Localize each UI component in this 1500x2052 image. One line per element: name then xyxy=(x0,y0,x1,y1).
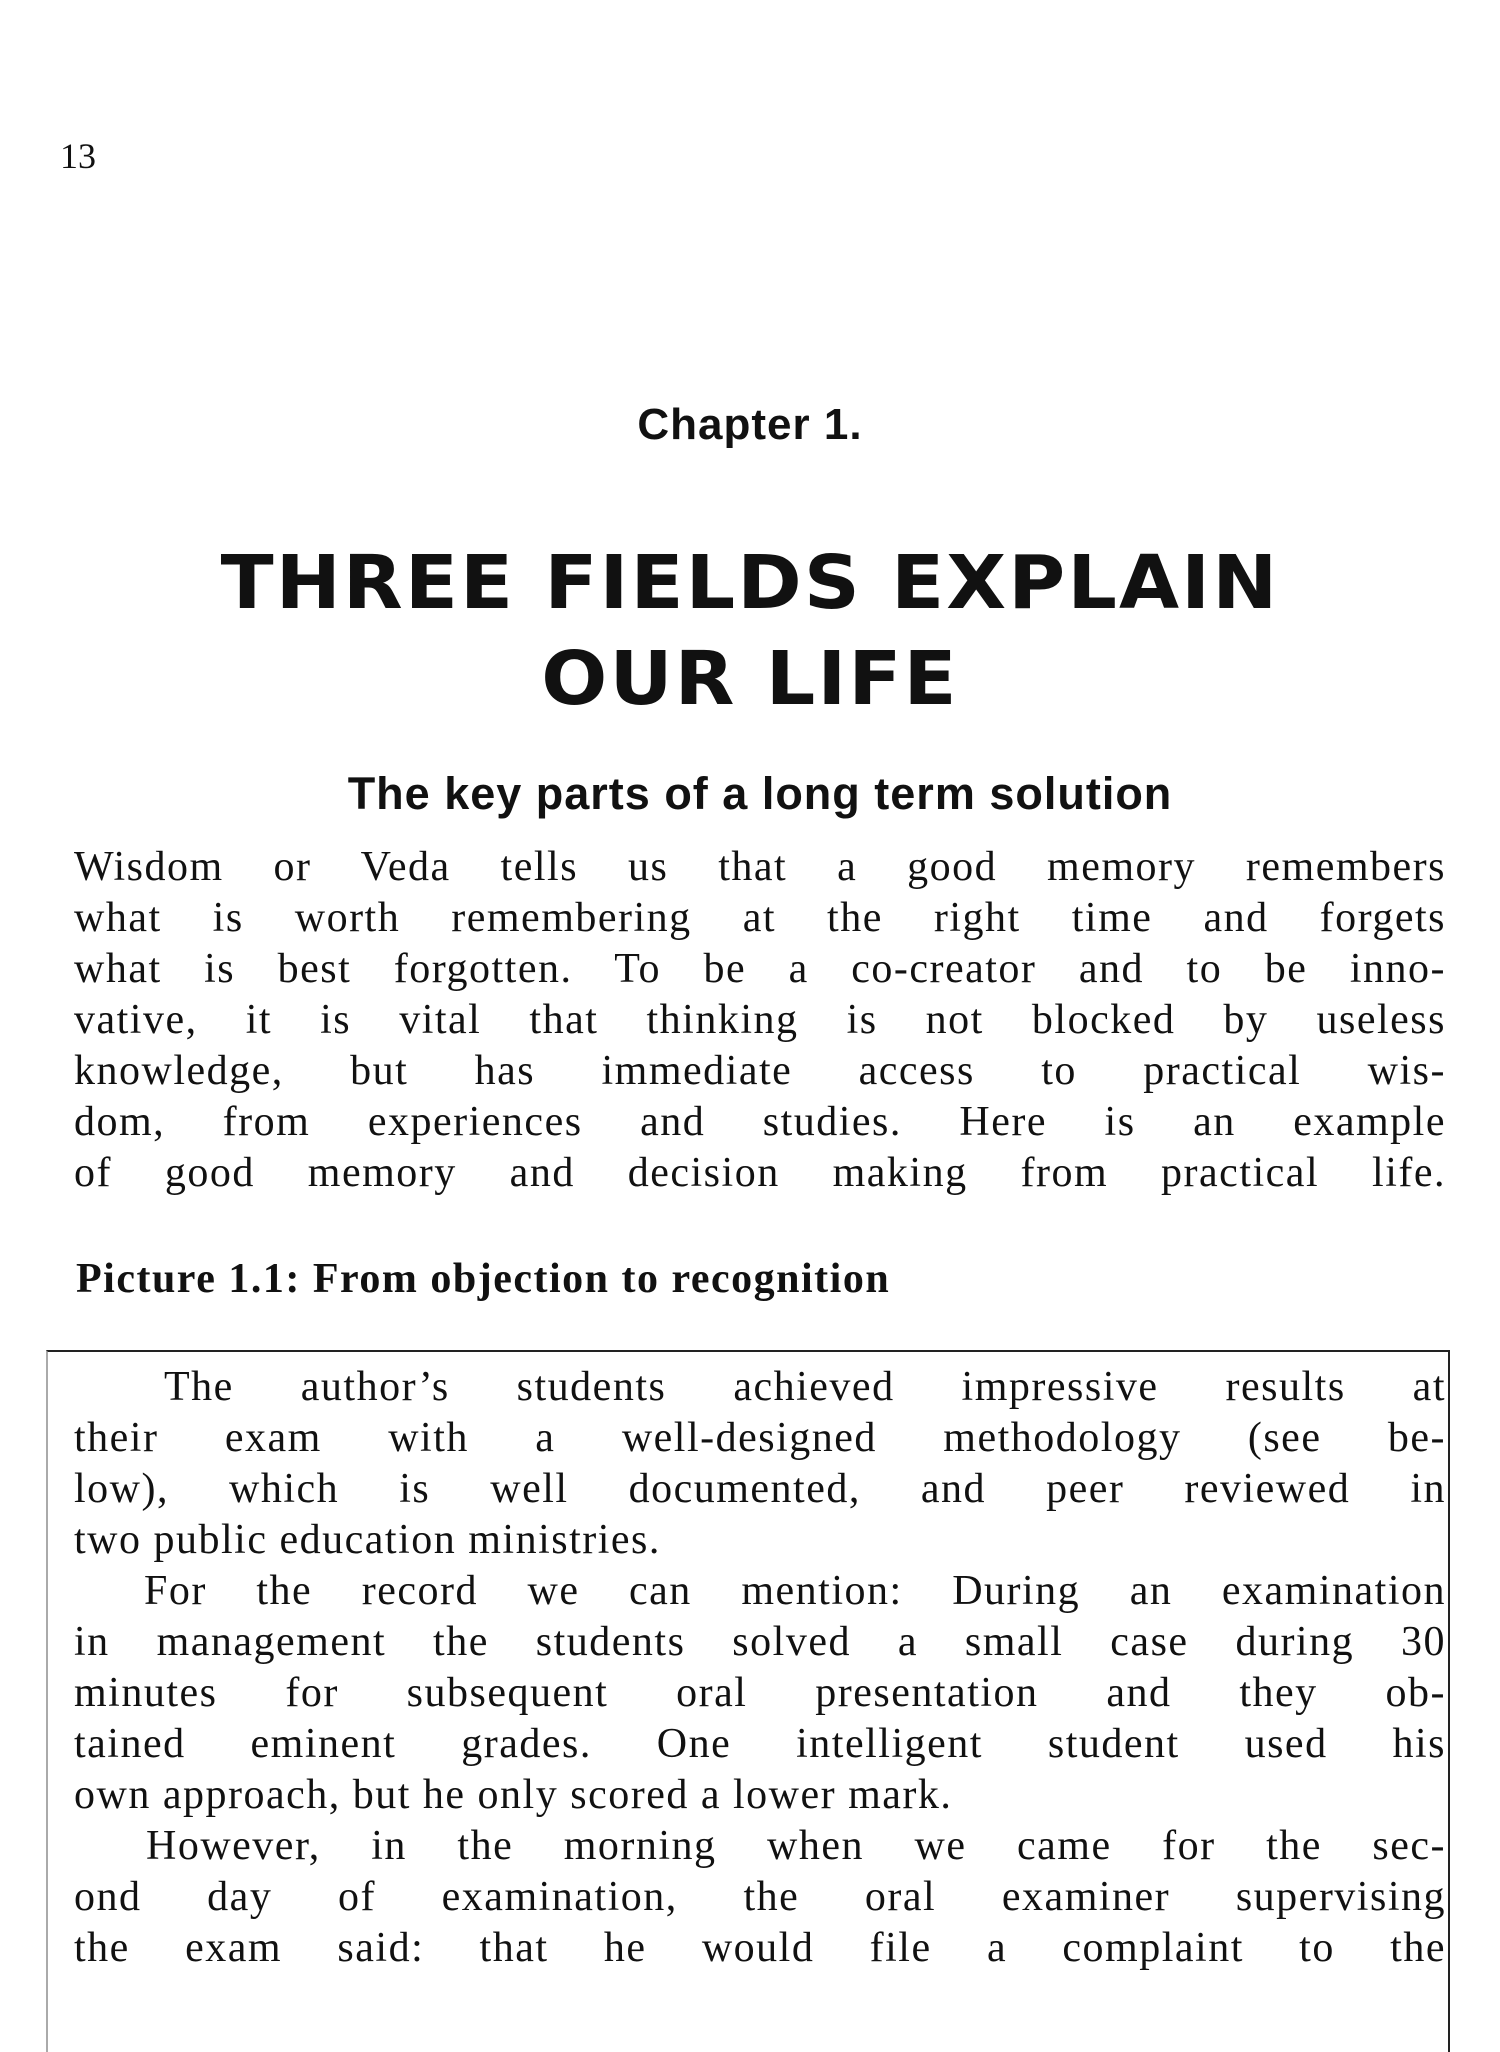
text-line: The author’s students achieved impressive results at xyxy=(164,1364,1446,1410)
text-line: For the record we can mention: During an examination xyxy=(144,1568,1446,1614)
text-line: Wisdom or Veda tells us that a good memory remembers xyxy=(74,844,1446,890)
text-line: However, in the morning when we came for the sec- xyxy=(146,1823,1446,1869)
chapter-label: Chapter 1. xyxy=(637,400,863,449)
text-line: minutes for subsequent oral presentation and they ob- xyxy=(74,1670,1446,1716)
section-subtitle: The key parts of a long term solution xyxy=(347,768,1173,819)
text-line: what is best forgotten. To be a co-creator and to be inno- xyxy=(74,946,1446,992)
picture-caption: Picture 1.1: From objection to recognition xyxy=(76,1256,891,1302)
text-line: dom, from experiences and studies. Here is an example xyxy=(74,1099,1446,1145)
intro-paragraph xyxy=(74,842,1446,1199)
text-line: vative, it is vital that thinking is not blocked by useless xyxy=(74,997,1446,1043)
text-line: two public education ministries. xyxy=(74,1517,661,1563)
text-line: of good memory and decision making from practical life. xyxy=(74,1150,1446,1196)
title-line: OUR LIFE xyxy=(541,636,959,722)
page-number: 13 xyxy=(60,136,96,176)
chapter-title xyxy=(0,535,1500,727)
text-line: their exam with a well-designed methodology (see be- xyxy=(74,1415,1446,1461)
text-line: knowledge, but has immediate access to practical wis- xyxy=(74,1048,1446,1094)
text-line: low), which is well documented, and peer reviewed in xyxy=(74,1466,1446,1512)
text-line: own approach, but he only scored a lower mark. xyxy=(74,1772,953,1818)
title-line: THREE FIELDS EXPLAIN xyxy=(220,540,1280,626)
text-line: in management the students solved a small case during 30 xyxy=(74,1619,1446,1665)
picture-box-text xyxy=(74,1362,1446,1974)
text-line: the exam said: that he would file a complaint to the xyxy=(74,1925,1446,1971)
text-line: tained eminent grades. One intelligent student used his xyxy=(74,1721,1446,1767)
text-line: ond day of examination, the oral examiner supervising xyxy=(74,1874,1446,1920)
text-line: what is worth remembering at the right time and forgets xyxy=(74,895,1446,941)
